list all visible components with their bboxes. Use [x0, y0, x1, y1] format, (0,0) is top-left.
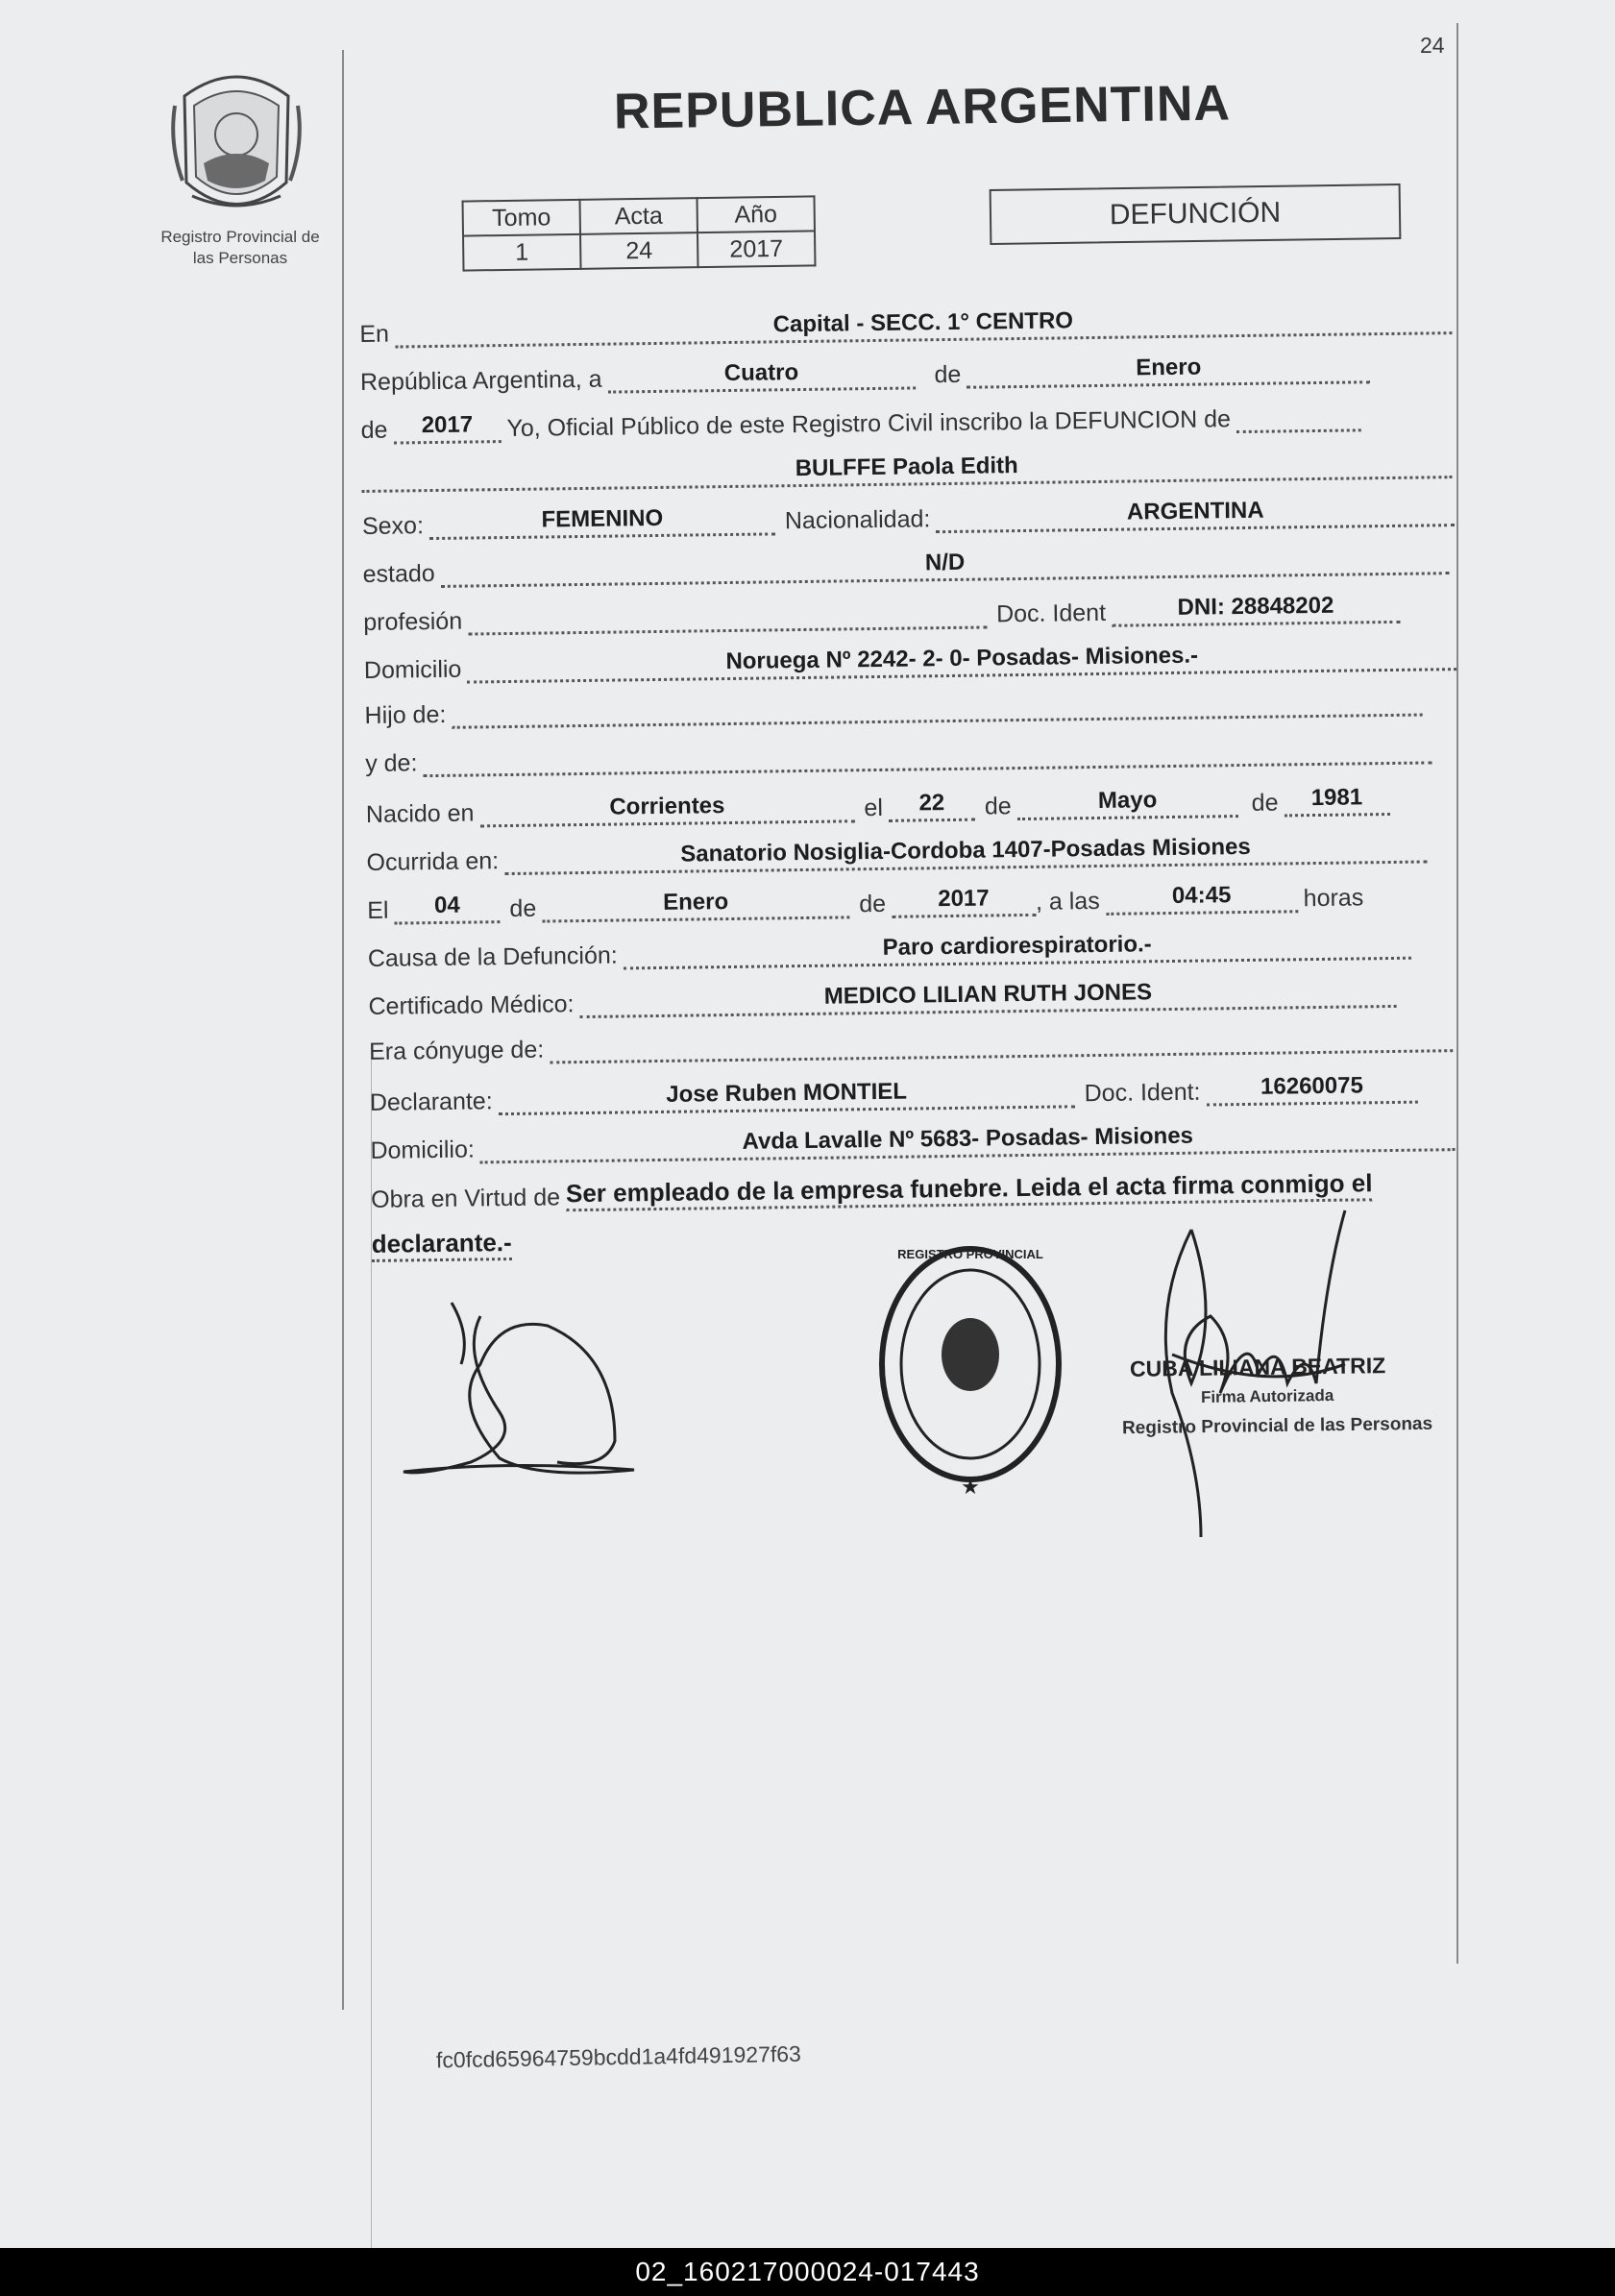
row-ocurrida: [366, 832, 1427, 877]
causa-label: Causa de la Defunción:: [367, 941, 618, 972]
ocurrida-label: Ocurrida en:: [366, 847, 500, 876]
de-year-label: de: [360, 416, 388, 444]
registry-caption: [135, 227, 346, 269]
birthplace-field: Corrientes: [479, 791, 854, 827]
death-year-field: 2017: [892, 885, 1036, 918]
month-field: Enero: [967, 352, 1370, 388]
row-birth: [366, 784, 1390, 829]
row-sex-nationality: [362, 495, 1456, 541]
declarante-field: Jose Ruben MONTIEL: [498, 1076, 1074, 1115]
row-declarante: [370, 1072, 1418, 1117]
obra-text-line1: Ser empleado de la empresa funebre. Leida el acta firma conmigo el: [566, 1168, 1373, 1211]
nacionalidad-field: ARGENTINA: [936, 495, 1455, 533]
hijo-field: [452, 688, 1422, 729]
province-emblem-icon: [165, 67, 307, 221]
right-border-line: [1456, 23, 1458, 1964]
record-header-acta: Acta: [580, 198, 697, 234]
el-label: el: [864, 794, 884, 822]
row-certificado: [368, 976, 1396, 1021]
domicilio2-label: Domicilio:: [370, 1136, 476, 1164]
domicilio-field: Noruega Nº 2242- 2- 0- Posadas- Misiones.-: [467, 639, 1456, 683]
authority-role: Firma Autorizada: [1200, 1386, 1334, 1406]
certificado-field: MEDICO LILIAN RUTH JONES: [579, 976, 1396, 1018]
record-table-value-row: [463, 231, 815, 270]
death-day-field: 04: [394, 892, 500, 924]
doc-ident2-label: Doc. Ident:: [1084, 1078, 1201, 1108]
record-header-ano: Año: [697, 196, 814, 232]
nacido-label: Nacido en: [365, 799, 475, 828]
birth-day-field: 22: [889, 790, 975, 822]
registry-caption-line2: las Personas: [192, 249, 288, 267]
yde-field: [423, 735, 1431, 777]
birth-month-field: Mayo: [1016, 786, 1237, 820]
row-obra-cont: [372, 1228, 512, 1262]
official-seal-icon: [869, 1220, 1071, 1537]
footer-bar: [0, 2248, 1615, 2296]
death-month-field: Enero: [542, 887, 849, 922]
record-value-tomo: 1: [463, 234, 580, 271]
republica-label: República Argentina, a: [359, 365, 602, 396]
sexo-field: FEMENINO: [429, 503, 775, 540]
de-birth-year-label: de: [1251, 789, 1279, 817]
footer-id: 02_160217000024-017443: [635, 2257, 980, 2286]
yde-label: y de:: [365, 749, 418, 777]
record-value-ano: 2017: [697, 231, 815, 267]
row-conyuge: [369, 1023, 1453, 1066]
doc-ident-field: DNI: 28848202: [1112, 592, 1400, 627]
conyuge-label: Era cónyuge de:: [368, 1036, 545, 1065]
hijo-label: Hijo de:: [364, 700, 447, 729]
row-name: [361, 447, 1452, 493]
day-words-field: Cuatro: [607, 357, 915, 393]
de-death-year-label: de: [859, 890, 887, 918]
obra-text-line2: declarante.-: [372, 1228, 512, 1262]
record-table: [462, 195, 817, 271]
declarante-label: Declarante:: [369, 1087, 493, 1116]
record-type-box: DEFUNCIÓN: [990, 183, 1402, 245]
document-hash: fc0fcd65964759bcdd1a4fd491927f63: [435, 2040, 802, 2073]
record-value-acta: 24: [580, 232, 697, 269]
row-domicilio: [364, 639, 1457, 685]
en-label: En: [359, 320, 390, 348]
record-table-header-row: [463, 196, 815, 235]
profesion-label: profesión: [363, 607, 463, 636]
country-title: REPUBLICA ARGENTINA: [613, 75, 1232, 140]
row-yde: [365, 735, 1432, 778]
birth-year-field: 1981: [1284, 784, 1389, 817]
page-number: 24: [1420, 33, 1445, 58]
row-death-date: [367, 880, 1369, 925]
estado-field: N/D: [440, 543, 1449, 588]
horas-label: horas: [1303, 884, 1364, 913]
conyuge-field: [550, 1023, 1453, 1063]
declarante-domicilio-field: Avda Lavalle Nº 5683- Posadas- Misiones: [480, 1119, 1456, 1163]
death-time-field: 04:45: [1105, 881, 1297, 916]
domicilio-label: Domicilio: [363, 655, 462, 684]
de-label: de: [934, 360, 962, 389]
doc-ident-label: Doc. Ident: [995, 598, 1107, 628]
row-profesion: [363, 592, 1400, 637]
authority-signature-icon: [1134, 1153, 1383, 1547]
certificado-label: Certificado Médico:: [368, 990, 575, 1020]
declarant-signature-icon: [394, 1297, 653, 1489]
place-field: Capital - SECC. 1° CENTRO: [395, 303, 1452, 348]
row-date: [360, 352, 1371, 397]
inscribe-trailer-field: [1236, 403, 1361, 433]
el-cap-label: El: [367, 896, 389, 924]
row-causa: [368, 928, 1411, 973]
row-place: [359, 303, 1452, 349]
profesion-field: [468, 599, 987, 635]
year-field: 2017: [393, 411, 501, 444]
registry-caption-line1: Registro Provincial de: [160, 228, 320, 246]
declarante-doc-field: 16260075: [1206, 1072, 1417, 1107]
nacionalidad-label: Nacionalidad:: [784, 505, 931, 535]
obra-label: Obra en Virtud de: [370, 1184, 561, 1213]
de-birth-label: de: [984, 793, 1012, 820]
ocurrida-field: Sanatorio Nosiglia-Cordoba 1407-Posadas Misiones: [504, 832, 1427, 876]
deceased-name-field: BULFFE Paola Edith: [361, 447, 1452, 493]
de-death-label: de: [509, 894, 537, 923]
svg-text:★: ★: [961, 1475, 980, 1499]
record-header-tomo: Tomo: [463, 200, 580, 236]
row-year: [360, 400, 1361, 445]
sexo-label: Sexo:: [361, 512, 425, 540]
a-las-label: , a las: [1035, 887, 1100, 916]
estado-label: estado: [362, 559, 435, 588]
causa-field: Paro cardiorespiratorio.-: [624, 928, 1411, 970]
authority-office: Registro Provincial de las Personas: [1121, 1413, 1433, 1439]
svg-text:REGISTRO PROVINCIAL: REGISTRO PROVINCIAL: [897, 1247, 1043, 1261]
authority-name: CUBA LILIANA BEATRIZ: [1129, 1353, 1386, 1381]
inscribe-text: Yo, Oficial Público de este Registro Civil inscribo la DEFUNCION de: [506, 405, 1232, 443]
row-estado: [362, 543, 1449, 589]
left-border-line: [342, 50, 344, 2010]
row-hijo: [364, 688, 1422, 730]
